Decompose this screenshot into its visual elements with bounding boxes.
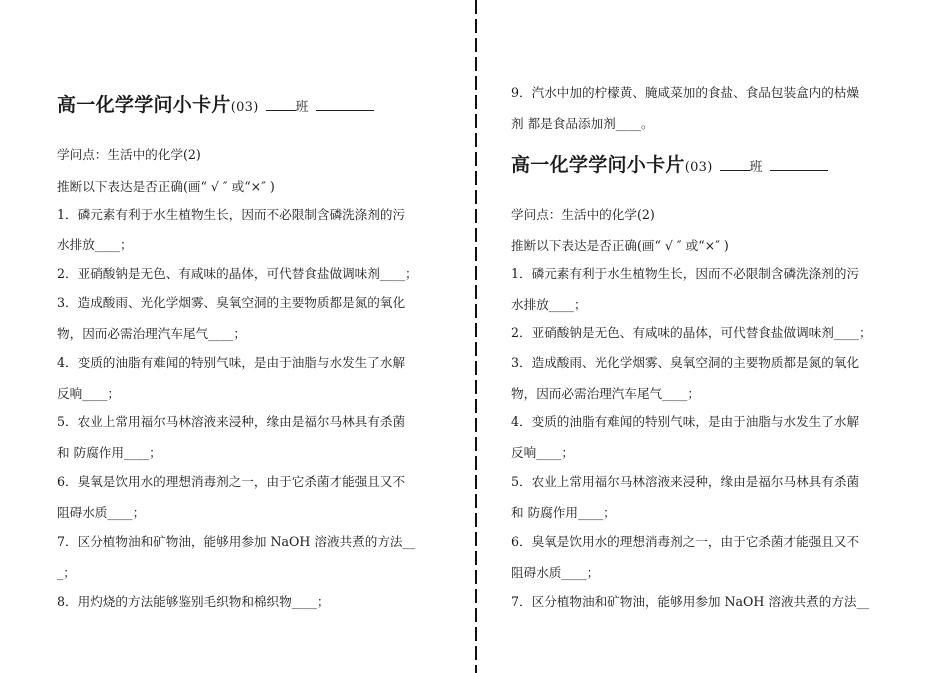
left-card-title [57, 90, 374, 117]
left-line: 7．区分植物油和矿物油，能够用参加 NaOH 溶液共煮的方法__ [57, 534, 416, 549]
right-blank-2[interactable] [770, 158, 828, 171]
left-line: 3．造成酸雨、光化学烟雾、臭氧空洞的主要物质都是氮的氧化 [57, 295, 406, 310]
left-line: 反响____； [57, 386, 120, 401]
left-line: 8．用灼烧的方法能够鉴别毛织物和棉织物____； [57, 594, 330, 609]
right-section: 学问点：生活中的化学(2) [511, 207, 655, 222]
right-blank-1[interactable] [720, 158, 750, 171]
right-line: 5．农业上常用福尔马林溶液来浸种，缘由是福尔马林具有杀菌 [511, 474, 860, 489]
right-line: 水排放____； [511, 297, 587, 312]
right-instruction: 推断以下表达是否正确(画“ √ ″ 或“×″ ) [511, 238, 729, 253]
left-section: 学问点：生活中的化学(2) [57, 147, 201, 162]
left-blank-2[interactable] [316, 98, 374, 111]
fold-divider [474, 0, 478, 673]
right-title-number: (03) [684, 160, 713, 175]
left-line: 和 防腐作用____； [57, 445, 162, 460]
right-line: 剂 都是食品添加剂____。 [511, 116, 654, 131]
left-line: 2．亚硝酸钠是无色、有咸味的晶体，可代替食盐做调味剂____； [57, 266, 418, 281]
left-line: 1．磷元素有利于水生植物生长，因而不必限制含磷洗涤剂的污 [57, 207, 406, 222]
left-title-class: 班 [295, 100, 309, 115]
right-title-class: 班 [749, 160, 763, 175]
left-title-number: (03) [230, 100, 259, 115]
right-line: 4．变质的油脂有难闻的特别气味，是由于油脂与水发生了水解 [511, 414, 860, 429]
right-line: 1．磷元素有利于水生植物生长，因而不必限制含磷洗涤剂的污 [511, 266, 860, 281]
left-line: _； [57, 565, 76, 580]
right-line: 和 防腐作用____； [511, 505, 616, 520]
right-line: 反响____； [511, 445, 574, 460]
left-line: 水排放____； [57, 237, 133, 252]
right-card-title [511, 150, 828, 177]
left-line: 6．臭氧是饮用水的理想消毒剂之一，由于它杀菌才能强且又不 [57, 474, 406, 489]
right-line: 3．造成酸雨、光化学烟雾、臭氧空洞的主要物质都是氮的氧化 [511, 355, 860, 370]
right-line: 物，因而必需治理汽车尾气____； [511, 386, 700, 401]
left-instruction: 推断以下表达是否正确(画“ √ ″ 或“×″ ) [57, 179, 275, 194]
left-line: 物，因而必需治理汽车尾气____； [57, 326, 246, 341]
left-line: 阻碍水质____； [57, 505, 146, 520]
left-blank-1[interactable] [266, 98, 296, 111]
left-title-main: 高一化学学问小卡片 [57, 94, 231, 116]
right-title-main: 高一化学学问小卡片 [511, 154, 685, 176]
left-line: 5．农业上常用福尔马林溶液来浸种，缘由是福尔马林具有杀菌 [57, 414, 406, 429]
right-line: 7．区分植物油和矿物油，能够用参加 NaOH 溶液共煮的方法__ [511, 594, 870, 609]
right-line: 2．亚硝酸钠是无色、有咸味的晶体，可代替食盐做调味剂____； [511, 325, 872, 340]
right-line: 6．臭氧是饮用水的理想消毒剂之一，由于它杀菌才能强且又不 [511, 534, 860, 549]
right-line: 9．汽水中加的柠檬黄、腌咸菜加的食盐、食品包装盒内的枯燥 [511, 85, 860, 100]
right-line: 阻碍水质____； [511, 565, 600, 580]
left-line: 4．变质的油脂有难闻的特别气味，是由于油脂与水发生了水解 [57, 355, 406, 370]
